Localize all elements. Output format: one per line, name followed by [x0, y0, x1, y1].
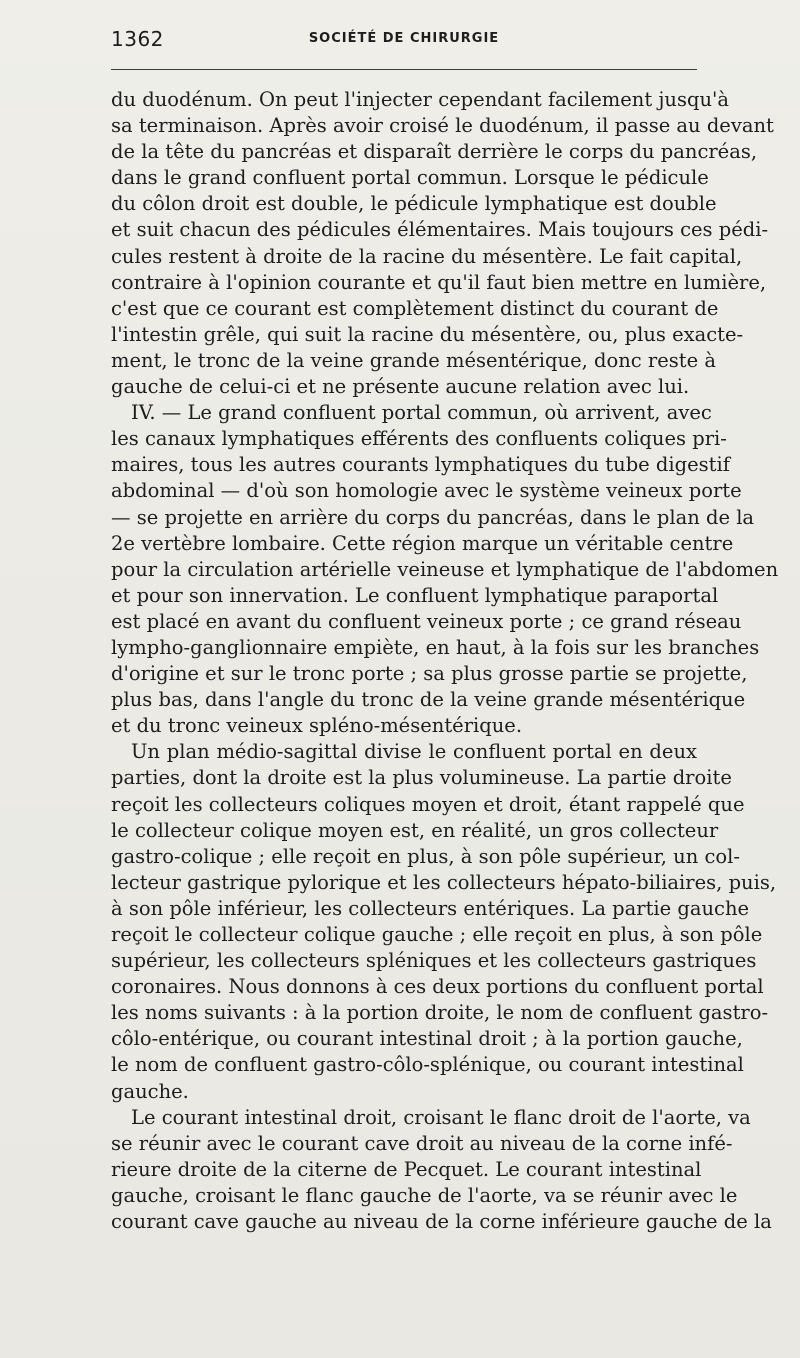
- paragraph-start-line: IV. — Le grand confluent portal commun, où arrivent, avec: [131, 401, 712, 425]
- text-line: et pour son innervation. Le confluent lymphatique paraportal: [111, 583, 719, 607]
- text-line: coronaires. Nous donnons à ces deux portions du confluent portal: [111, 975, 764, 999]
- page-number: 1362: [111, 27, 164, 51]
- text-line: contraire à l'opinion courante et qu'il faut bien mettre en lumière,: [111, 270, 767, 294]
- text-line: l'intestin grêle, qui suit la racine du mésentère, ou, plus exacte-: [111, 322, 744, 346]
- text-line: se réunir avec le courant cave droit au niveau de la corne infé-: [111, 1131, 733, 1155]
- text-line: rieure droite de la citerne de Pecquet. Le courant intestinal: [111, 1157, 702, 1181]
- text-line: du côlon droit est double, le pédicule lymphatique est double: [111, 192, 717, 216]
- text-line: reçoit les collecteurs coliques moyen et droit, étant rappelé que: [111, 792, 745, 816]
- text-line: les canaux lymphatiques efférents des confluents coliques pri-: [111, 427, 727, 451]
- text-line: 2e vertèbre lombaire. Cette région marque un véritable centre: [111, 531, 734, 555]
- text-line: gauche de celui-ci et ne présente aucune relation avec lui.: [111, 375, 690, 399]
- paragraph-start-line: Le courant intestinal droit, croisant le flanc droit de l'aorte, va: [131, 1105, 751, 1129]
- text-line: gastro-colique ; elle reçoit en plus, à son pôle supérieur, un col-: [111, 844, 740, 868]
- text-line: reçoit le collecteur colique gauche ; elle reçoit en plus, à son pôle: [111, 923, 763, 946]
- header-rule: [111, 69, 697, 70]
- text-line: lympho-ganglionnaire empiète, en haut, à la fois sur les branches: [111, 635, 760, 659]
- text-line: pour la circulation artérielle veineuse et lymphatique de l'abdomen: [111, 557, 779, 581]
- text-line: de la tête du pancréas et disparaît derrière le corps du pancréas,: [111, 140, 758, 164]
- text-line: ment, le tronc de la veine grande mésentérique, donc reste à: [111, 348, 716, 372]
- text-line: est placé en avant du confluent veineux porte ; ce grand réseau: [111, 609, 742, 633]
- body-text: [111, 87, 779, 1235]
- text-line: côlo-entérique, ou courant intestinal droit ; à la portion gauche,: [111, 1027, 743, 1051]
- text-line: et suit chacun des pédicules élémentaires. Mais toujours ces pédi-: [111, 218, 769, 242]
- text-line: gauche.: [111, 1079, 189, 1103]
- text-line: supérieur, les collecteurs spléniques et les collecteurs gastriques: [111, 949, 757, 973]
- text-line: le collecteur colique moyen est, en réalité, un gros collecteur: [111, 818, 719, 842]
- text-line: le nom de confluent gastro-côlo-splénique, ou courant intestinal: [111, 1053, 744, 1077]
- text-line: sa terminaison. Après avoir croisé le duodénum, il passe au devant: [111, 114, 774, 138]
- running-head: SOCIÉTÉ DE CHIRURGIE: [308, 31, 500, 46]
- text-line: et du tronc veineux spléno-mésentérique.: [111, 714, 523, 738]
- page-header: [111, 27, 697, 51]
- text-line: c'est que ce courant est complètement distinct du courant de: [111, 296, 719, 320]
- text-line: maires, tous les autres courants lymphatiques du tube digestif: [111, 453, 730, 477]
- text-line: gauche, croisant le flanc gauche de l'aorte, va se réunir avec le: [111, 1183, 738, 1207]
- paragraph-start-line: Un plan médio-sagittal divise le confluent portal en deux: [131, 740, 697, 764]
- text-line: courant cave gauche au niveau de la corne inférieure gauche de la: [111, 1210, 772, 1234]
- text-line: d'origine et sur le tronc porte ; sa plus grosse partie se projette,: [111, 662, 748, 686]
- text-line: — se projette en arrière du corps du pancréas, dans le plan de la: [111, 505, 755, 529]
- text-line: cules restent à droite de la racine du mésentère. Le fait capital,: [111, 244, 743, 268]
- text-line: les noms suivants : à la portion droite, le nom de confluent gastro-: [111, 1001, 769, 1025]
- text-line: du duodénum. On peut l'injecter cependant facilement jusqu'à: [111, 88, 729, 111]
- text-line: parties, dont la droite est la plus volumineuse. La partie droite: [111, 766, 732, 790]
- text-line: abdominal — d'où son homologie avec le système veineux porte: [111, 479, 742, 503]
- text-line: plus bas, dans l'angle du tronc de la veine grande mésentérique: [111, 688, 746, 712]
- text-line: dans le grand confluent portal commun. Lorsque le pédicule: [111, 166, 709, 190]
- text-line: à son pôle inférieur, les collecteurs entériques. La partie gauche: [111, 896, 750, 920]
- text-line: lecteur gastrique pylorique et les collecteurs hépato-biliaires, puis,: [111, 870, 777, 894]
